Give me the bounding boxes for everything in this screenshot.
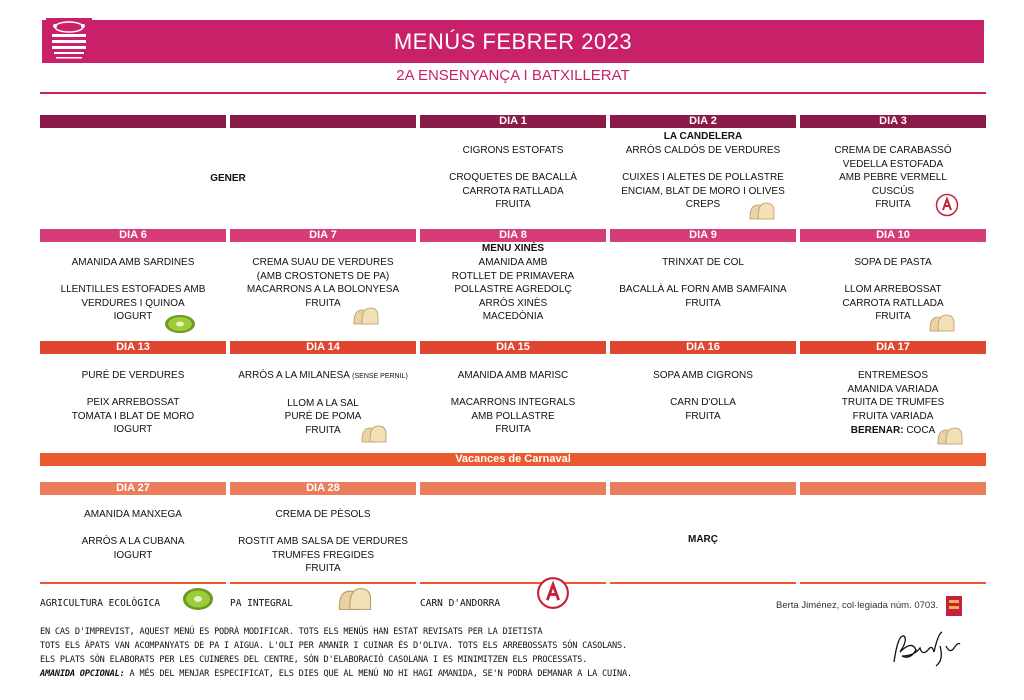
holiday-banner: Vacances de Carnaval xyxy=(40,453,986,466)
note-line: EN CAS D'IMPREVIST, AQUEST MENÚ ES PODRÀ MODIFICAR. TOTS ELS MENÚS HAN ESTAT REVISATS PER LA DIETISTA xyxy=(40,627,543,637)
note-amanida-text: A MÉS DEL MENJAR ESPECIFICAT, ELS DIES QUE AL MENÚ NO HI HAGI AMANIDA, SE'N PODRÀ DEMANAR A LA CUINA. xyxy=(124,669,632,679)
menu-day-28: CREMA DE PÈSOLS ROSTIT AMB SALSA DE VERDURES TRUMFES FREGIDES FRUITA xyxy=(238,509,408,575)
dish-arros-milanesa: ARRÒS A LA MILANESA xyxy=(238,370,350,381)
day-header-empty xyxy=(420,482,606,495)
menu-day-27: AMANIDA MANXEGA ARRÒS A LA CUBANA IOGURT xyxy=(81,509,185,561)
day-header-27: DIA 27 xyxy=(40,482,226,495)
note-line-amanida xyxy=(40,669,632,679)
day-header-2: DIA 2 xyxy=(610,115,796,128)
day-header-9: DIA 9 xyxy=(610,229,796,242)
berenar-label: BERENAR: xyxy=(850,425,904,436)
day-header-empty xyxy=(230,115,416,128)
day-header-16: DIA 16 xyxy=(610,341,796,354)
bread-icon xyxy=(336,586,374,612)
divider xyxy=(230,582,416,584)
menu-day-1: CIGRONS ESTOFATS CROQUETES DE BACALLÀ CARROTA RATLLADA FRUITA xyxy=(449,145,577,211)
legend-meat-label: CARN D'ANDORRA xyxy=(420,598,501,609)
day-header-17: DIA 17 xyxy=(800,341,986,354)
dish-note: (SENSE PERNIL) xyxy=(352,373,408,380)
menu-day-9: TRINXAT DE COL BACALLÀ AL FORN AMB SAMFAINA FRUITA xyxy=(619,257,787,309)
day-header-1: DIA 1 xyxy=(420,115,606,128)
day-header-empty xyxy=(40,115,226,128)
menu-day-14-first xyxy=(230,369,416,384)
menu-day-13: PURÉ DE VERDURES PEIX ARREBOSSAT TOMATA I BLAT DE MORO IOGURT xyxy=(71,370,195,436)
bread-icon xyxy=(928,313,956,333)
page-title: MENÚS FEBRER 2023 xyxy=(42,20,984,63)
menu-day-6: AMANIDA AMB SARDINES LLENTILLES ESTOFADES AMB VERDURES I QUINOA IOGURT xyxy=(60,257,206,323)
menu-day-17: ENTREMESOS AMANIDA VARIADA TRUITA DE TRUMFES FRUITA VARIADA xyxy=(841,370,945,422)
day-header-3: DIA 3 xyxy=(800,115,986,128)
menu-day-2: ARRÒS CALDÓS DE VERDURES CUIXES I ALETES DE POLLASTRE ENCIAM, BLAT DE MORO I OLIVES CREPS xyxy=(621,145,785,211)
day-header-6: DIA 6 xyxy=(40,229,226,242)
page-subtitle: 2A ENSENYANÇA I BATXILLERAT xyxy=(396,67,630,84)
divider xyxy=(40,582,226,584)
day-header-14: DIA 14 xyxy=(230,341,416,354)
legend-bread-label: PA INTEGRAL xyxy=(230,598,293,609)
kiwi-eco-icon xyxy=(182,587,214,611)
dietitian-credit: Berta Jiménez, col·legiada núm. 0703. xyxy=(776,600,939,611)
kiwi-eco-icon xyxy=(164,314,196,334)
note-line: ELS PLATS SÓN ELABORATS PER LES CUINERES DEL CENTRE, SÓN D'ELABORACIÓ CASOLANA I ES MINIMITZEN ELS PROCESSATS. xyxy=(40,655,588,665)
day-header-empty xyxy=(800,482,986,495)
menu-day-10: SOPA DE PASTA LLOM ARREBOSSAT CARROTA RATLLADA FRUITA xyxy=(842,257,944,323)
day-header-10: DIA 10 xyxy=(800,229,986,242)
andorra-meat-icon xyxy=(536,576,570,610)
bread-icon xyxy=(936,426,964,446)
special-label-candelera: LA CANDELERA xyxy=(663,131,743,142)
note-amanida-label: AMANIDA OPCIONAL: xyxy=(40,669,125,679)
menu-day-7: CREMA SUAU DE VERDURES (AMB CROSTONETS DE PA) MACARRONS A LA BOLONYESA FRUITA xyxy=(246,257,400,309)
bread-icon xyxy=(352,306,380,326)
day-header-28: DIA 28 xyxy=(230,482,416,495)
divider xyxy=(610,582,796,584)
day-header-13: DIA 13 xyxy=(40,341,226,354)
day-header-7: DIA 7 xyxy=(230,229,416,242)
month-label-gener: GENER xyxy=(210,173,246,184)
bread-icon xyxy=(748,201,776,221)
college-seal-icon xyxy=(944,594,964,618)
special-label-menu-xines: MENU XINÈS xyxy=(481,243,545,254)
menu-day-8: AMANIDA AMB ROTLLET DE PRIMAVERA POLLASTRE AGREDOLÇ ARRÒS XINÈS MACEDÒNIA xyxy=(451,257,575,323)
andorra-meat-icon xyxy=(935,193,959,217)
divider xyxy=(40,92,986,94)
divider xyxy=(420,582,606,584)
menu-day-16: SOPA AMB CIGRONS CARN D'OLLA FRUITA xyxy=(653,370,753,422)
day-header-8: DIA 8 xyxy=(420,229,606,242)
note-line: TOTS ELS ÀPATS VAN ACOMPANYATS DE PA I AIGUA. L'OLI PER AMANIR I CUINAR ÉS D'OLIVA. TOTS ELS ARREBOSSATS SÓN CASOLANS. xyxy=(40,641,627,651)
menu-day-3: CREMA DE CARABASSÓ VEDELLA ESTOFADA AMB PEBRE VERMELL CUSCÚS FRUITA xyxy=(834,145,952,211)
berenar-item: COCA xyxy=(903,425,936,436)
menu-day-14: LLOM A LA SAL PURÉ DE POMA FRUITA xyxy=(284,397,362,436)
menu-day-15: AMANIDA AMB MARISC MACARRONS INTEGRALS AMB POLLASTRE FRUITA xyxy=(450,370,576,436)
day-header-empty xyxy=(610,482,796,495)
day-header-15: DIA 15 xyxy=(420,341,606,354)
legend-eco-label: AGRICULTURA ECOLÒGICA xyxy=(40,598,161,609)
ampa-logo xyxy=(46,18,92,62)
bread-icon xyxy=(360,424,388,444)
divider xyxy=(800,582,986,584)
month-label-marc: MARÇ xyxy=(688,534,718,545)
signature-image xyxy=(888,626,964,670)
